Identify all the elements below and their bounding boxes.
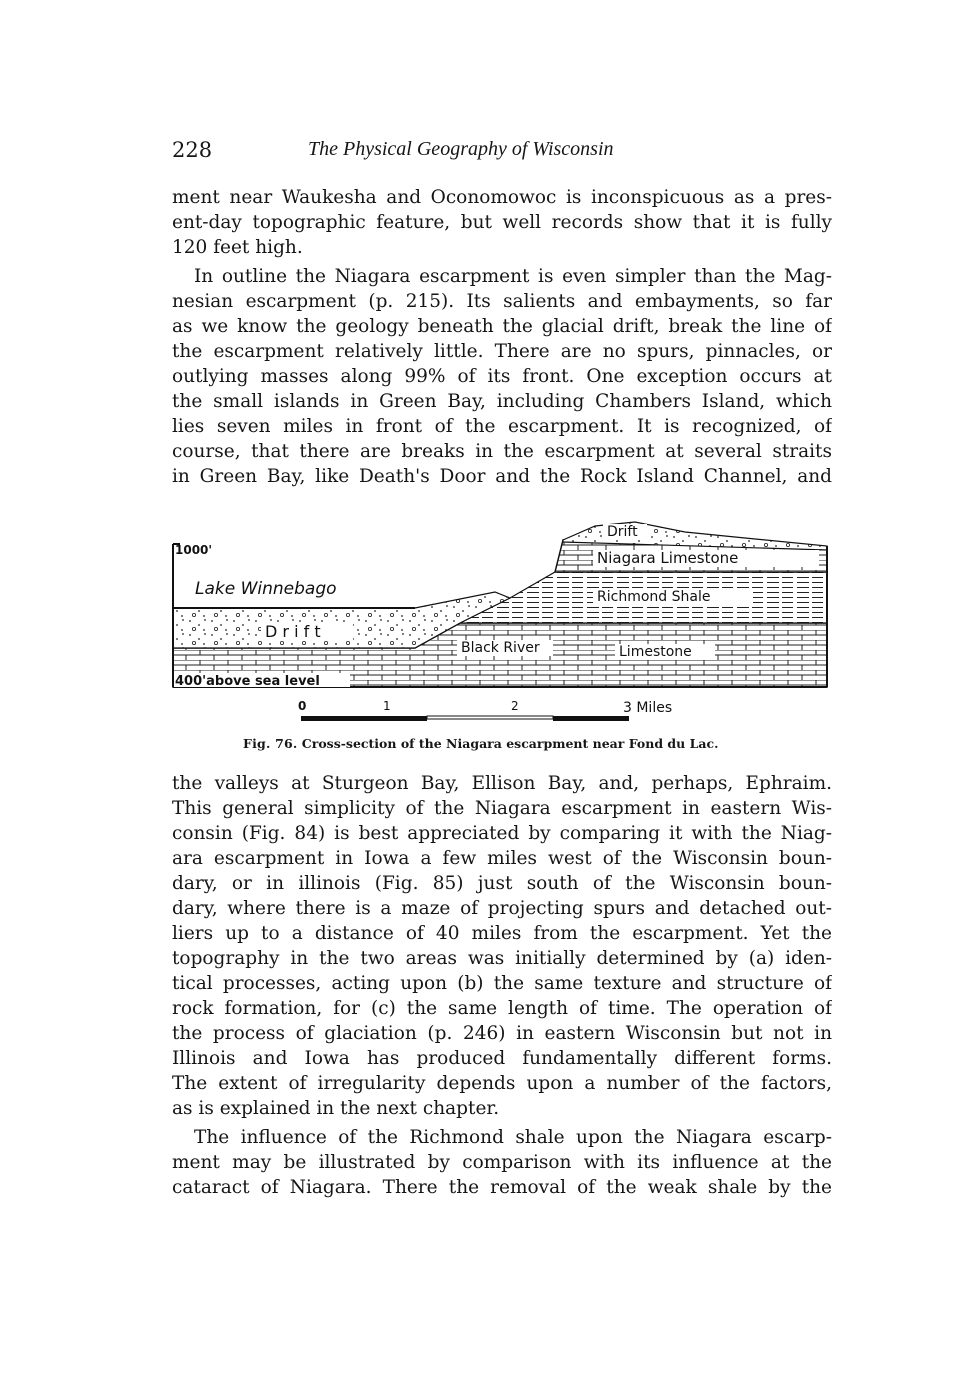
label-lake-winnebago: Lake Winnebago: [195, 579, 337, 599]
text-line: The extent of irregularity depends upon a number of the factors,: [172, 1073, 832, 1094]
text-line: ent-day topographic feature, but well records show that it is fully: [172, 212, 832, 233]
text-line: cataract of Niagara. There the removal of the weak shale by the: [172, 1177, 832, 1198]
text-line: tical processes, acting upon (b) the same texture and structure of: [172, 973, 832, 994]
text-line: dary, where there is a maze of projecting spurs and detached out-: [172, 898, 832, 919]
label-drift-lowland: D r i f t: [265, 622, 321, 641]
label-sea-level: 400'above sea level: [175, 674, 320, 689]
text-line: ment may be illustrated by comparison with its influence at the: [172, 1152, 832, 1173]
text-line: topography in the two areas was initially determined by (a) iden-: [172, 948, 832, 969]
text-line: Illinois and Iowa has produced fundamentally different forms.: [172, 1048, 832, 1069]
text-line: course, that there are breaks in the escarpment at several straits: [172, 441, 832, 462]
text-line: the escarpment relatively little. There are no spurs, pinnacles, or: [172, 341, 832, 362]
scale-label-0: 0: [298, 699, 307, 713]
label-richmond-shale: Richmond Shale: [597, 589, 711, 605]
scale-bar-segment-3: [553, 716, 629, 721]
text-line: This general simplicity of the Niagara escarpment in eastern Wis-: [172, 798, 832, 819]
running-title: The Physical Geography of Wisconsin: [308, 138, 614, 160]
text-line: the small islands in Green Bay, including Chambers Island, which: [172, 391, 832, 412]
label-black-river: Black River: [461, 640, 540, 656]
scale-bar-segment-1: [301, 716, 427, 721]
scale-label-3-miles: 3 Miles: [623, 700, 673, 716]
text-line: liers up to a distance of 40 miles from the escarpment. Yet the: [172, 923, 832, 944]
label-drift-upland: Drift: [607, 524, 638, 540]
label-niagara-limestone: Niagara Limestone: [597, 549, 739, 567]
text-line: outlying masses along 99% of its front. One exception occurs at: [172, 366, 832, 387]
text-line: in Green Bay, like Death's Door and the Rock Island Channel, and: [172, 466, 832, 487]
label-limestone: Limestone: [619, 644, 692, 660]
figure-caption: [243, 736, 718, 751]
text-line: lies seven miles in front of the escarpment. It is recognized, of: [172, 416, 832, 437]
text-line: consin (Fig. 84) is best appreciated by comparing it with the Niag-: [172, 823, 832, 844]
text-line: 120 feet high.: [172, 237, 303, 258]
text-line: ara escarpment in Iowa a few miles west of the Wisconsin boun-: [172, 848, 832, 869]
text-line: nesian escarpment (p. 215). Its salients and embayments, so far: [172, 291, 832, 312]
text-line: In outline the Niagara escarpment is even simpler than the Mag-: [194, 266, 832, 287]
scale-bar-segment-2: [427, 716, 553, 719]
text-line: as is explained in the next chapter.: [172, 1098, 500, 1119]
text-line: as we know the geology beneath the glacial drift, break the line of: [172, 316, 832, 337]
text-block-top: [172, 185, 832, 489]
text-line: rock formation, for (c) the same length of time. The operation of: [172, 998, 832, 1019]
text-line: The influence of the Richmond shale upon the Niagara escarp-: [194, 1127, 832, 1148]
text-line: ment near Waukesha and Oconomowoc is inconspicuous as a pres-: [172, 187, 832, 208]
label-elevation-1000: 1000': [175, 543, 213, 557]
page-number: 228: [172, 138, 213, 162]
text-line: the valleys at Sturgeon Bay, Ellison Bay, and, perhaps, Ephraim.: [172, 773, 832, 794]
scale-label-2: 2: [511, 699, 519, 713]
text-block-bottom: [172, 771, 832, 1200]
caption-text: Cross-section of the Niagara escarpment near Fond du Lac.: [301, 736, 719, 751]
running-header: [172, 138, 828, 168]
scale-label-1: 1: [383, 699, 391, 713]
text-line: dary, or in illinois (Fig. 85) just south of the Wisconsin boun-: [172, 873, 832, 894]
cross-section-figure: [165, 520, 835, 730]
caption-figure-number: Fig. 76.: [243, 736, 298, 751]
text-line: the process of glaciation (p. 246) in eastern Wisconsin but not in: [172, 1023, 832, 1044]
